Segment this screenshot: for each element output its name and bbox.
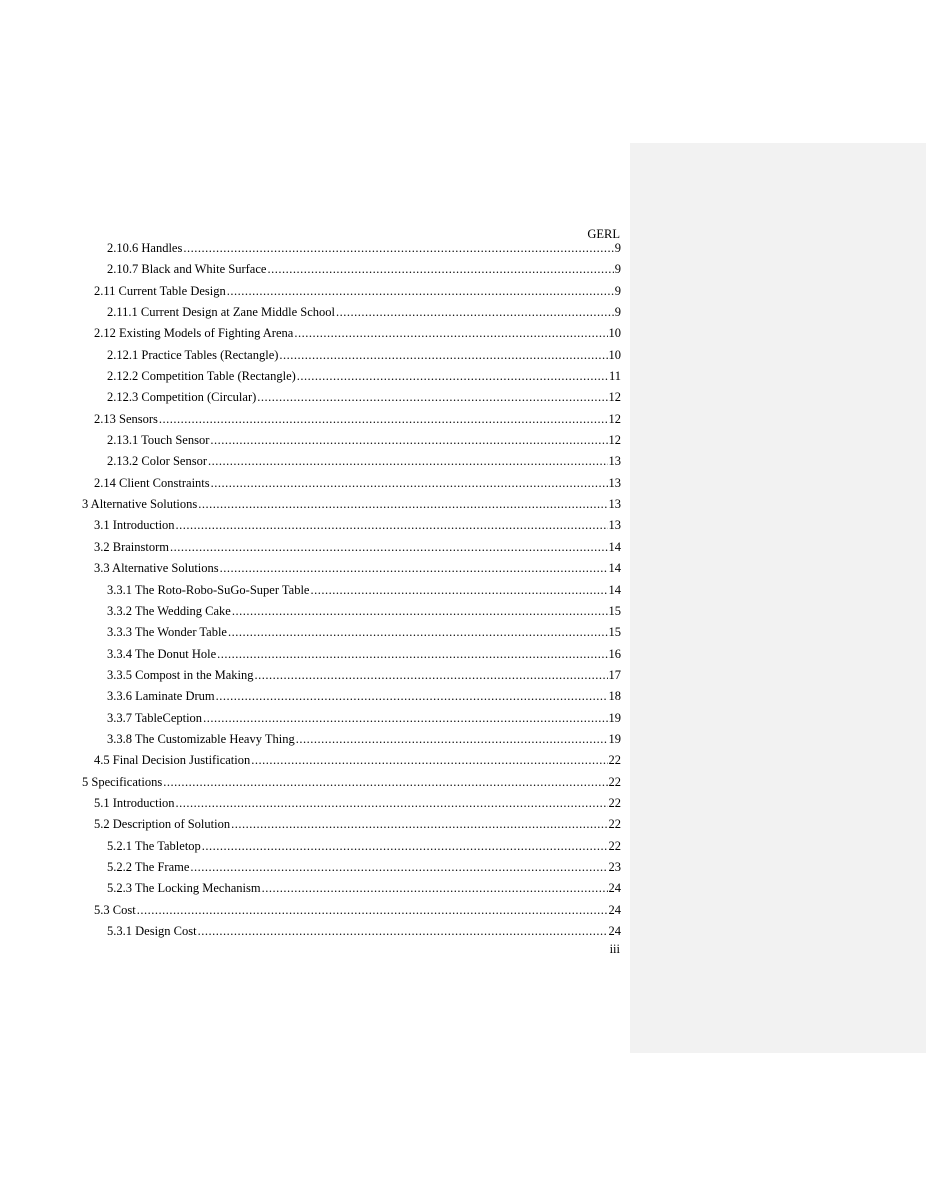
toc-entry-label: 3 Alternative Solutions xyxy=(82,497,198,512)
toc-entry-page: 13 xyxy=(608,475,621,490)
toc-entry[interactable] xyxy=(82,430,621,451)
toc-entry[interactable] xyxy=(82,729,621,750)
toc-dot-leader xyxy=(208,451,608,472)
toc-dot-leader xyxy=(216,686,608,707)
toc-entry-page: 13 xyxy=(608,454,621,469)
toc-entry-label: 5 Specifications xyxy=(82,774,163,789)
toc-entry[interactable] xyxy=(82,281,621,302)
toc-entry-label: 3.3.7 TableCeption xyxy=(107,710,203,725)
toc-dot-leader xyxy=(257,387,607,408)
toc-dot-leader xyxy=(210,430,607,451)
toc-entry[interactable] xyxy=(82,793,621,814)
toc-entry-page: 23 xyxy=(608,859,621,874)
toc-entry-label: 2.12 Existing Models of Fighting Arena xyxy=(94,326,294,341)
toc-entry-label: 3.2 Brainstorm xyxy=(94,539,169,554)
toc-entry[interactable] xyxy=(82,387,621,408)
toc-entry[interactable] xyxy=(82,409,621,430)
toc-entry[interactable] xyxy=(82,259,621,280)
toc-entry-label: 3.3.5 Compost in the Making xyxy=(107,667,254,682)
toc-dot-leader xyxy=(297,366,608,387)
toc-entry-page: 22 xyxy=(608,753,621,768)
toc-entry-page: 19 xyxy=(608,731,621,746)
toc-dot-leader xyxy=(198,921,608,942)
toc-entry-page: 19 xyxy=(608,710,621,725)
toc-entry-label: 2.12.3 Competition (Circular) xyxy=(107,390,257,405)
toc-entry[interactable] xyxy=(82,366,621,387)
toc-entry-label: 5.2.1 The Tabletop xyxy=(107,838,201,853)
toc-entry-label: 4.5 Final Decision Justification xyxy=(94,753,251,768)
toc-dot-leader xyxy=(198,494,607,515)
toc-dot-leader xyxy=(231,814,607,835)
toc-entry[interactable] xyxy=(82,473,621,494)
toc-entry-label: 2.11.1 Current Design at Zane Middle School xyxy=(107,305,335,320)
toc-entry-label: 5.1 Introduction xyxy=(94,795,175,810)
toc-entry-label: 2.12.2 Competition Table (Rectangle) xyxy=(107,369,296,384)
toc-entry-page: 24 xyxy=(608,881,621,896)
toc-entry-page: 22 xyxy=(608,795,621,810)
toc-dot-leader xyxy=(255,665,608,686)
toc-entry[interactable] xyxy=(82,302,621,323)
toc-dot-leader xyxy=(251,750,607,771)
toc-entry[interactable] xyxy=(82,900,621,921)
toc-dot-leader xyxy=(202,836,608,857)
toc-entry-page: 22 xyxy=(608,838,621,853)
toc-dot-leader xyxy=(190,857,607,878)
toc-entry-label: 5.3 Cost xyxy=(94,902,136,917)
toc-entry[interactable] xyxy=(82,601,621,622)
toc-entry-page: 9 xyxy=(614,283,621,298)
toc-entry-label: 2.13 Sensors xyxy=(94,411,158,426)
toc-dot-leader xyxy=(227,281,614,302)
toc-entry-label: 2.13.1 Touch Sensor xyxy=(107,433,210,448)
toc-entry-page: 10 xyxy=(608,326,621,341)
toc-entry-label: 2.11 Current Table Design xyxy=(94,283,226,298)
toc-entry[interactable] xyxy=(82,494,621,515)
toc-entry-page: 12 xyxy=(608,390,621,405)
toc-dot-leader xyxy=(159,409,608,430)
toc-entry-page: 15 xyxy=(608,603,621,618)
toc-entry-page: 9 xyxy=(614,262,621,277)
toc-entry[interactable] xyxy=(82,665,621,686)
toc-entry[interactable] xyxy=(82,708,621,729)
toc-entry-label: 3.3.8 The Customizable Heavy Thing xyxy=(107,731,295,746)
toc-entry-page: 15 xyxy=(608,625,621,640)
toc-dot-leader xyxy=(220,558,608,579)
toc-dot-leader xyxy=(217,644,607,665)
toc-entry-label: 2.14 Client Constraints xyxy=(94,475,210,490)
toc-entry[interactable] xyxy=(82,345,621,366)
toc-entry-label: 5.2.3 The Locking Mechanism xyxy=(107,881,261,896)
toc-entry[interactable] xyxy=(82,558,621,579)
toc-dot-leader xyxy=(137,900,608,921)
toc-dot-leader xyxy=(296,729,608,750)
toc-dot-leader xyxy=(176,515,608,536)
toc-entry-page: 24 xyxy=(608,924,621,938)
toc-entry[interactable] xyxy=(82,644,621,665)
toc-entry[interactable] xyxy=(82,814,621,835)
toc-dot-leader xyxy=(310,580,607,601)
toc-dot-leader xyxy=(176,793,608,814)
toc-entry[interactable] xyxy=(82,323,621,344)
toc-entry-page: 9 xyxy=(614,305,621,320)
toc-entry-label: 3.3.4 The Donut Hole xyxy=(107,646,217,661)
toc-dot-leader xyxy=(203,708,607,729)
toc-entry[interactable] xyxy=(82,515,621,536)
toc-entry-label: 5.3.1 Design Cost xyxy=(107,924,197,938)
toc-entry-page: 18 xyxy=(608,689,621,704)
toc-dot-leader xyxy=(228,622,608,643)
toc-entry-page: 10 xyxy=(608,347,621,362)
toc-entry-label: 3.3.2 The Wedding Cake xyxy=(107,603,231,618)
toc-entry[interactable] xyxy=(82,451,621,472)
toc-entry-page: 13 xyxy=(608,497,621,512)
toc-entry[interactable] xyxy=(82,686,621,707)
toc-entry-page: 16 xyxy=(608,646,621,661)
toc-dot-leader xyxy=(267,259,613,280)
toc-entry-label: 3.3.1 The Roto-Robo-SuGo-Super Table xyxy=(107,582,310,597)
toc-dot-leader xyxy=(183,238,613,259)
toc-entry-page: 22 xyxy=(608,774,621,789)
toc-entry[interactable] xyxy=(82,580,621,601)
page-number: iii xyxy=(609,942,620,956)
toc-dot-leader xyxy=(232,601,608,622)
comment-pane xyxy=(630,143,926,1053)
toc-entry[interactable] xyxy=(82,857,621,878)
toc-entry-label: 3.3 Alternative Solutions xyxy=(94,561,219,576)
toc-entry-page: 12 xyxy=(608,433,621,448)
toc-entry[interactable] xyxy=(82,772,621,793)
toc-entry[interactable] xyxy=(82,750,621,771)
toc-entry-page: 24 xyxy=(608,902,621,917)
toc-entry-label: 2.10.7 Black and White Surface xyxy=(107,262,267,277)
toc-entry-label: 3.1 Introduction xyxy=(94,518,175,533)
toc-entry-page: 9 xyxy=(614,241,621,255)
toc-dot-leader xyxy=(279,345,607,366)
toc-entry-page: 17 xyxy=(608,667,621,682)
toc-entry-page: 14 xyxy=(608,582,621,597)
toc-dot-leader xyxy=(262,878,608,899)
toc-dot-leader xyxy=(336,302,614,323)
toc-entry-label: 5.2 Description of Solution xyxy=(94,817,231,832)
toc-entry-label: 2.12.1 Practice Tables (Rectangle) xyxy=(107,347,279,362)
toc-entry-label: 5.2.2 The Frame xyxy=(107,859,190,874)
toc-entry-page: 22 xyxy=(608,817,621,832)
toc-dot-leader xyxy=(170,537,608,558)
toc-entry[interactable] xyxy=(82,238,621,259)
toc-entry[interactable] xyxy=(82,622,621,643)
toc-entry-label: 2.13.2 Color Sensor xyxy=(107,454,207,469)
toc-dot-leader xyxy=(294,323,607,344)
table-of-contents xyxy=(82,238,621,942)
toc-entry-page: 14 xyxy=(608,539,621,554)
page-header: GERL xyxy=(587,227,620,241)
toc-entry[interactable] xyxy=(82,537,621,558)
toc-entry-page: 12 xyxy=(608,411,621,426)
toc-entry-label: 3.3.3 The Wonder Table xyxy=(107,625,227,640)
toc-entry-label: 3.3.6 Laminate Drum xyxy=(107,689,215,704)
toc-entry-label: 2.10.6 Handles xyxy=(107,241,183,255)
toc-entry[interactable] xyxy=(82,921,621,942)
toc-entry-page: 13 xyxy=(608,518,621,533)
toc-entry[interactable] xyxy=(82,878,621,899)
toc-entry[interactable] xyxy=(82,836,621,857)
toc-entry-page: 11 xyxy=(608,369,621,384)
toc-dot-leader xyxy=(211,473,608,494)
toc-entry-page: 14 xyxy=(608,561,621,576)
toc-dot-leader xyxy=(163,772,607,793)
